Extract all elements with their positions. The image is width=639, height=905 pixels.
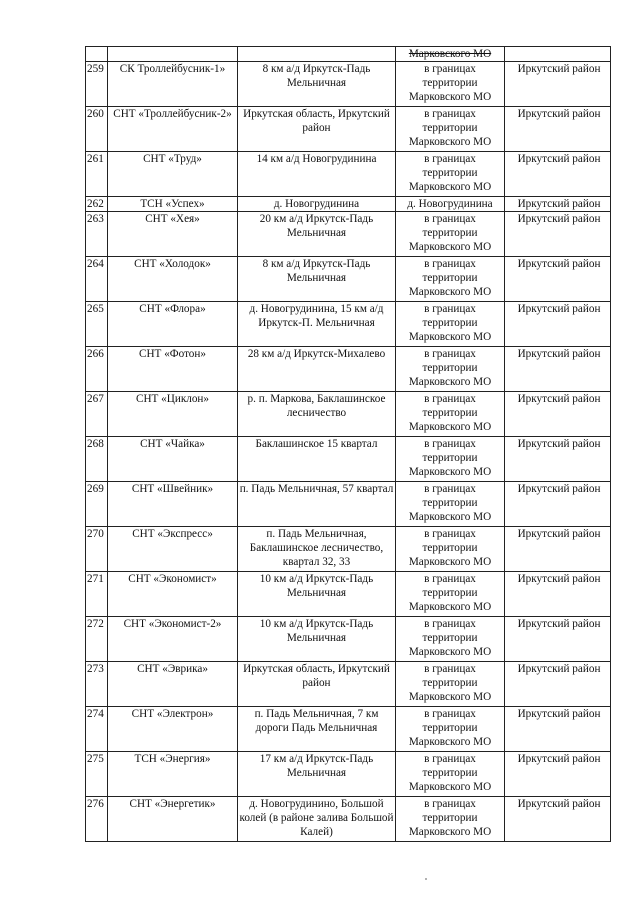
district-cell: Иркутский район [505,257,611,302]
table-row [86,797,611,842]
organization-name-cell: СНТ «Флора» [108,302,238,347]
row-number-cell: 264 [86,257,108,302]
boundary-cell: в границах территории Марковского МО [396,797,505,842]
location-cell: 14 км а/д Новогрудинина [238,152,396,197]
boundary-cell: в границах территории Марковского МО [396,662,505,707]
table-row [86,212,611,257]
district-cell: Иркутский район [505,752,611,797]
organization-name-cell: СНТ «Фотон» [108,347,238,392]
district-cell: Иркутский район [505,572,611,617]
location-cell: 17 км а/д Иркутск-Падь Мельничная [238,752,396,797]
district-cell: Иркутский район [505,527,611,572]
table-row [86,257,611,302]
location-cell [238,47,396,62]
location-cell: п. Падь Мельничная, 7 км дороги Падь Мельничная [238,707,396,752]
district-cell: Иркутский район [505,707,611,752]
boundary-cell: в границах территории Марковского МО [396,212,505,257]
organization-name-cell: СНТ «Эврика» [108,662,238,707]
location-cell: Баклашинское 15 квартал [238,437,396,482]
organization-name-cell: СНТ «Троллейбусник-2» [108,107,238,152]
row-number-cell: 259 [86,62,108,107]
organization-name-cell: СНТ «Экономист» [108,572,238,617]
location-cell: р. п. Маркова, Баклашинское лесничество [238,392,396,437]
row-number-cell: 269 [86,482,108,527]
district-cell: Иркутский район [505,62,611,107]
row-number-cell: 272 [86,617,108,662]
boundary-cell: в границах территории Марковского МО [396,62,505,107]
district-cell: Иркутский район [505,662,611,707]
district-cell: Иркутский район [505,392,611,437]
organization-name-cell: СНТ «Хея» [108,212,238,257]
district-cell: Иркутский район [505,302,611,347]
row-number-cell: 276 [86,797,108,842]
row-number-cell: 266 [86,347,108,392]
boundary-cell: в границах территории Марковского МО [396,107,505,152]
location-cell: Иркутская область, Иркутский район [238,662,396,707]
district-cell: Иркутский район [505,152,611,197]
boundary-cell: д. Новогрудинина [396,197,505,212]
district-cell [505,47,611,62]
table-row [86,152,611,197]
table-body [86,47,611,842]
district-cell: Иркутский район [505,212,611,257]
location-cell: 10 км а/д Иркутск-Падь Мельничная [238,572,396,617]
boundary-cell: в границах территории Марковского МО [396,527,505,572]
table-row [86,707,611,752]
district-cell: Иркутский район [505,437,611,482]
boundary-cell: в границах территории Марковского МО [396,482,505,527]
table-row [86,197,611,212]
row-number-cell: 273 [86,662,108,707]
boundary-cell: в границах территории Марковского МО [396,347,505,392]
district-cell: Иркутский район [505,617,611,662]
settlements-table [85,46,611,842]
location-cell: п. Падь Мельничная, 57 квартал [238,482,396,527]
row-number-cell: 268 [86,437,108,482]
location-cell: д. Новогрудинино, Большой колей (в районе залива Большой Калей) [238,797,396,842]
table-row [86,392,611,437]
table-row [86,617,611,662]
table-row-continued [86,47,611,62]
district-cell: Иркутский район [505,797,611,842]
boundary-cell: Марковского МО [396,47,505,62]
scan-speck [425,878,427,880]
table-row [86,482,611,527]
table-row [86,572,611,617]
organization-name-cell: СНТ «Энергетик» [108,797,238,842]
location-cell: д. Новогрудинина [238,197,396,212]
district-cell: Иркутский район [505,482,611,527]
row-number-cell [86,47,108,62]
table-row [86,527,611,572]
boundary-cell: в границах территории Марковского МО [396,752,505,797]
organization-name-cell: СК Троллейбусник-1» [108,62,238,107]
row-number-cell: 271 [86,572,108,617]
table-row [86,662,611,707]
row-number-cell: 262 [86,197,108,212]
organization-name-cell: ТСН «Успех» [108,197,238,212]
boundary-cell: в границах территории Марковского МО [396,707,505,752]
row-number-cell: 267 [86,392,108,437]
row-number-cell: 260 [86,107,108,152]
row-number-cell: 263 [86,212,108,257]
table-row [86,107,611,152]
organization-name-cell: СНТ «Труд» [108,152,238,197]
boundary-cell: в границах территории Марковского МО [396,437,505,482]
district-cell: Иркутский район [505,347,611,392]
location-cell: 8 км а/д Иркутск-Падь Мельничная [238,257,396,302]
boundary-cell: в границах территории Марковского МО [396,617,505,662]
boundary-cell: в границах территории Марковского МО [396,152,505,197]
table-row [86,752,611,797]
organization-name-cell: СНТ «Чайка» [108,437,238,482]
location-cell: 20 км а/д Иркутск-Падь Мельничная [238,212,396,257]
row-number-cell: 270 [86,527,108,572]
location-cell: п. Падь Мельничная, Баклашинское лесничество, квартал 32, 33 [238,527,396,572]
organization-name-cell: СНТ «Электрон» [108,707,238,752]
table-row [86,437,611,482]
location-cell: Иркутская область, Иркутский район [238,107,396,152]
organization-name-cell: СНТ «Циклон» [108,392,238,437]
boundary-cell: в границах территории Марковского МО [396,257,505,302]
table-row [86,62,611,107]
organization-name-cell: СНТ «Экономист-2» [108,617,238,662]
row-number-cell: 274 [86,707,108,752]
organization-name-cell: ТСН «Энергия» [108,752,238,797]
table-row [86,347,611,392]
row-number-cell: 261 [86,152,108,197]
location-cell: д. Новогрудинина, 15 км а/д Иркутск-П. Мельничная [238,302,396,347]
boundary-cell: в границах территории Марковского МО [396,572,505,617]
table-row [86,302,611,347]
organization-name-cell: СНТ «Швейник» [108,482,238,527]
row-number-cell: 275 [86,752,108,797]
boundary-cell: в границах территории Марковского МО [396,302,505,347]
location-cell: 10 км а/д Иркутск-Падь Мельничная [238,617,396,662]
location-cell: 8 км а/д Иркутск-Падь Мельничная [238,62,396,107]
district-cell: Иркутский район [505,107,611,152]
location-cell: 28 км а/д Иркутск-Михалево [238,347,396,392]
organization-name-cell [108,47,238,62]
organization-name-cell: СНТ «Экспресс» [108,527,238,572]
organization-name-cell: СНТ «Холодок» [108,257,238,302]
boundary-cell: в границах территории Марковского МО [396,392,505,437]
district-cell: Иркутский район [505,197,611,212]
row-number-cell: 265 [86,302,108,347]
